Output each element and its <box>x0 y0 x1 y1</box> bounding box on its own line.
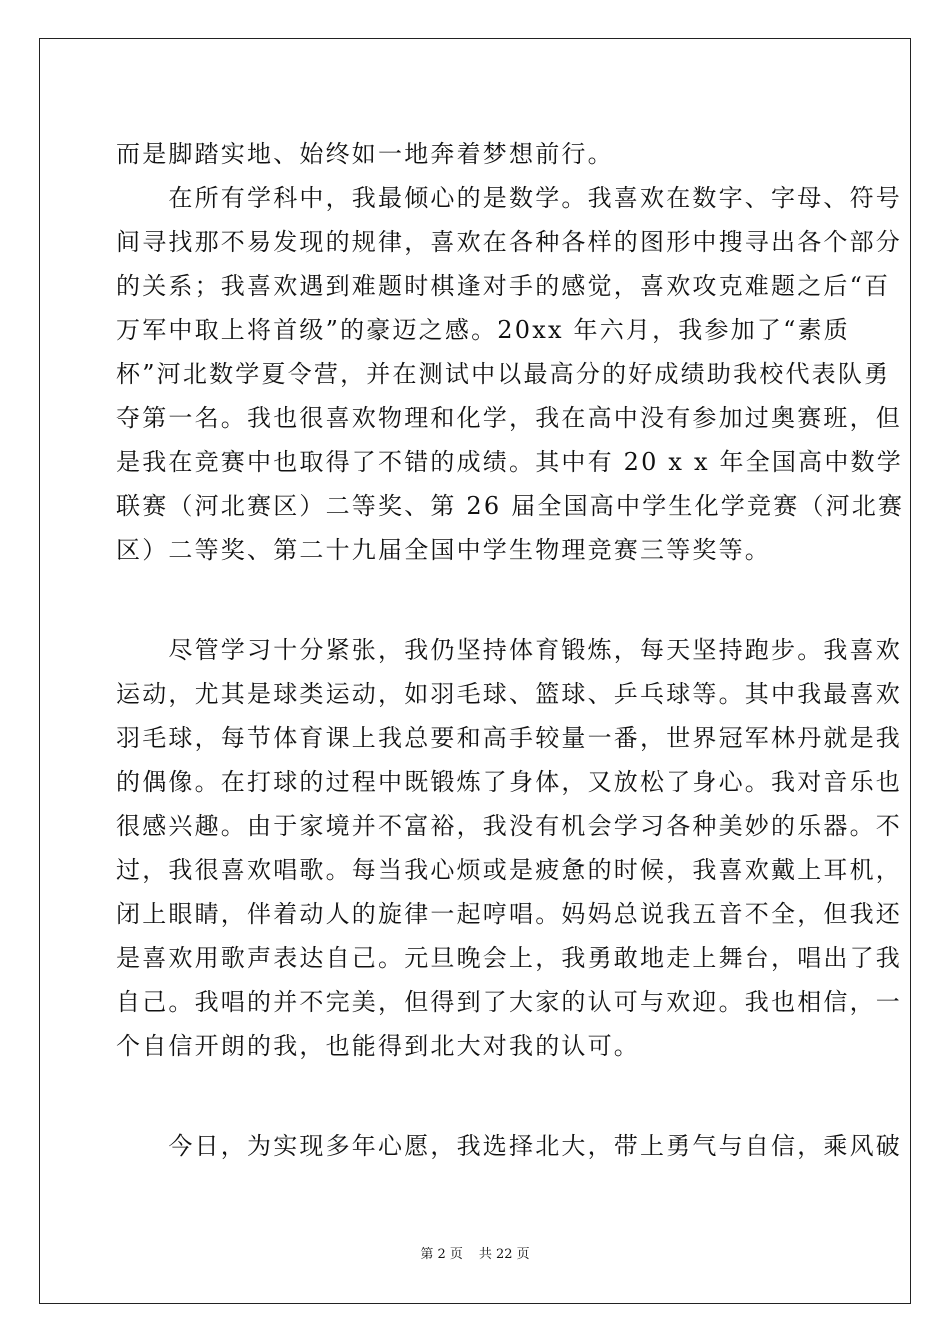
text-line: 区）二等奖、第二十九届全国中学生物理竞赛三等奖等。 <box>116 536 771 564</box>
text-line: 夺第一名。我也很喜欢物理和化学，我在高中没有参加过奥赛班，但 <box>116 404 902 432</box>
text-line: 自己。我唱的并不完美，但得到了大家的认可与欢迎。我也相信，一 <box>116 988 902 1016</box>
page-footer <box>0 1245 950 1265</box>
text-line: 个自信开朗的我，也能得到北大对我的认可。 <box>116 1032 640 1060</box>
page-total: 共 22 页 <box>478 1247 530 1262</box>
text-line: 运动，尤其是球类运动，如羽毛球、篮球、乒乓球等。其中我最喜欢 <box>116 680 902 708</box>
text-line: 是喜欢用歌声表达自己。元旦晚会上，我勇敢地走上舞台，唱出了我 <box>116 944 902 972</box>
text-line: 很感兴趣。由于家境并不富裕，我没有机会学习各种美妙的乐器。不 <box>116 812 902 840</box>
text-line: 而是脚踏实地、始终如一地奔着梦想前行。 <box>116 140 614 168</box>
page-number: 第 2 页 <box>420 1247 463 1262</box>
text-line: 联赛（河北赛区）二等奖、第 26 届全国高中学生化学竞赛（河北赛 <box>116 492 905 520</box>
text-line: 闭上眼睛，伴着动人的旋律一起哼唱。妈妈总说我五音不全，但我还 <box>116 900 902 928</box>
text-line: 今日，为实现多年心愿，我选择北大，带上勇气与自信，乘风破 <box>116 1132 902 1160</box>
text-line: 万军中取上将首级”的豪迈之感。20xx 年六月，我参加了“素质 <box>116 316 850 344</box>
text-line: 是我在竞赛中也取得了不错的成绩。其中有 20 x x 年全国高中数学 <box>116 448 903 476</box>
text-line: 的关系；我喜欢遇到难题时棋逢对手的感觉，喜欢攻克难题之后“百 <box>116 272 891 300</box>
text-line: 过，我很喜欢唱歌。每当我心烦或是疲惫的时候，我喜欢戴上耳机， <box>116 856 902 884</box>
text-line: 的偶像。在打球的过程中既锻炼了身体，又放松了身心。我对音乐也 <box>116 768 902 796</box>
text-line: 杯”河北数学夏令营，并在测试中以最高分的好成绩助我校代表队勇 <box>116 360 891 388</box>
text-line: 羽毛球，每节体育课上我总要和高手较量一番，世界冠军林丹就是我 <box>116 724 902 752</box>
text-line: 在所有学科中，我最倾心的是数学。我喜欢在数字、字母、符号 <box>116 184 902 212</box>
text-line: 尽管学习十分紧张，我仍坚持体育锻炼，每天坚持跑步。我喜欢 <box>116 636 902 664</box>
text-line: 间寻找那不易发现的规律，喜欢在各种各样的图形中搜寻出各个部分 <box>116 228 902 256</box>
